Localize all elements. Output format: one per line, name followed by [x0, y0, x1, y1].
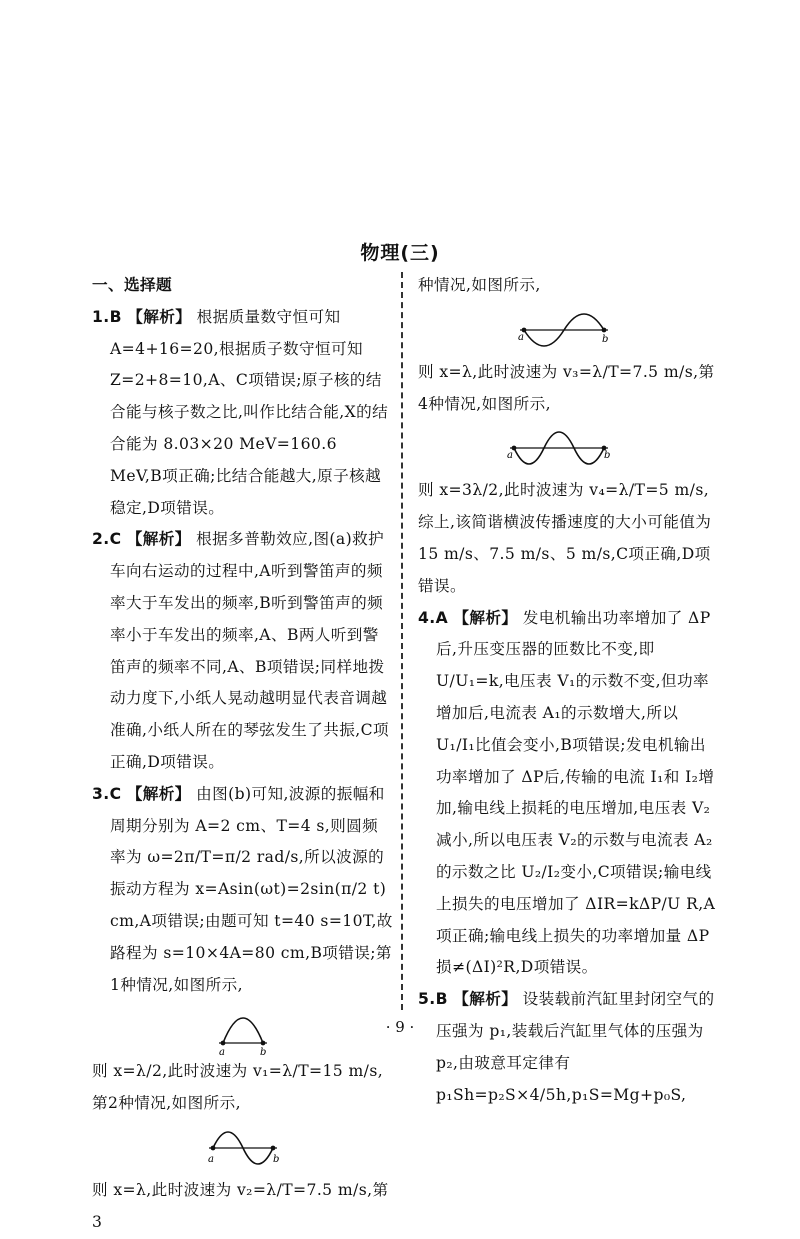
analysis-tag: 【解析】: [453, 990, 518, 1009]
answer-text: 由图(b)可知,波源的振幅和周期分别为 A=2 cm、T=4 s,则圆频率为 ω=2π/T=π/2 rad/s,所以波源的振动方程为 x=Asin(ωt)=2sin(π/2 t) cm,A项错误;由题可知 t=40 s=10T,故路程为 s=10×4A=80 cm,B项错误;第1种情况,如图所示,: [110, 784, 393, 994]
point-a-label: a: [507, 450, 514, 462]
wave-figure-3: [418, 302, 718, 357]
answer-text: 根据质量数守恒可知 A=4+16=20,根据质子数守恒可知 Z=2+8=10,A、C项错误;原子核的结合能与核子数之比,叫作比结合能,X的结合能为 8.03×20 MeV=160.6 MeV,B项正确;比结合能越大,原子核越稳定,D项错误。: [110, 307, 389, 517]
analysis-tag: 【解析】: [126, 784, 191, 803]
point-a-label: a: [219, 1047, 226, 1057]
answer-text: 设装载前汽缸里封闭空气的压强为 p₁,装载后汽缸里气体的压强为 p₂,由玻意耳定律有 p₁Sh=p₂S×4/5h,p₁S=Mg+p₀S,: [436, 990, 715, 1104]
answer-number: 3.C: [92, 784, 122, 803]
wave-figure-2: [92, 1120, 394, 1175]
answer-text: 根据多普勒效应,图(a)救护车向右运动的过程中,A听到警笛声的频率大于车发出的频率,B听到警笛声的频率小于车发出的频率,A、B两人听到警笛声的频率不同,A、B项错误;同样地拨动力度下,小纸人晃动越明显代表音调越准确,小纸人所在的琴弦发生了共振,C项正确,D项错误。: [110, 530, 389, 771]
point-b-label: b: [602, 333, 609, 345]
point-a-label: a: [208, 1153, 215, 1165]
answer-4: [418, 603, 718, 985]
text-paragraph: 则 x=3λ/2,此时波速为 v₄=λ/T=5 m/s,综上,该简谐横波传播速度的大小可能值为 15 m/s、7.5 m/s、5 m/s,C项正确,D项错误。: [418, 481, 712, 595]
point-b-label: b: [273, 1153, 280, 1165]
answer-text: 发电机输出功率增加了 ΔP后,升压变压器的匝数比不变,即 U/U₁=k,电压表 V₁的示数不变,但功率增加后,电流表 A₁的示数增大,所以 U₁/I₁比值会变小,B项错误;发电机输出功率增加了 ΔP后,传输的电流 I₁和 I₂增加,输电线上损耗的电压增加,电压表 V₂减小,所以电压表 V₂的示数与电流表 A₂的示数之比 U₂/I₂变小,C项错误;输电线上损失的电压增加了 ΔIR=kΔP/U R,A项正确;输电线上损失的功率增加量 ΔP损≠(ΔI)²R,D项错误。: [436, 608, 716, 977]
analysis-tag: 【解析】: [127, 307, 192, 326]
answer-5: [418, 984, 718, 1111]
answer-number: 5.B: [418, 990, 448, 1009]
wave-figure-4: [418, 420, 718, 475]
answer-number: 1.B: [92, 307, 122, 326]
page-title: 物理(三): [360, 242, 440, 264]
point-b-label: b: [260, 1047, 267, 1057]
text-paragraph: 则 x=λ/2,此时波速为 v₁=λ/T=15 m/s,第2种情况,如图所示,: [92, 1062, 384, 1113]
text-paragraph: 种情况,如图所示,: [418, 276, 541, 294]
answer-number: 4.A: [418, 608, 449, 627]
section-heading: 一、选择题: [92, 276, 172, 294]
left-column: [92, 270, 394, 1239]
column-divider: [401, 272, 403, 1010]
answer-1: [92, 302, 394, 525]
analysis-tag: 【解析】: [126, 530, 191, 549]
point-b-label: b: [604, 450, 611, 462]
right-column: [418, 270, 718, 1111]
answer-number: 2.C: [92, 530, 122, 549]
text-paragraph: 则 x=λ,此时波速为 v₃=λ/T=7.5 m/s,第4种情况,如图所示,: [418, 362, 715, 413]
analysis-tag: 【解析】: [453, 608, 518, 627]
point-a-label: a: [518, 331, 525, 343]
page-number: · 9 ·: [385, 1018, 415, 1036]
text-paragraph: 则 x=λ,此时波速为 v₂=λ/T=7.5 m/s,第3: [92, 1180, 389, 1231]
answer-2: [92, 524, 394, 778]
answer-3: [92, 779, 394, 1002]
